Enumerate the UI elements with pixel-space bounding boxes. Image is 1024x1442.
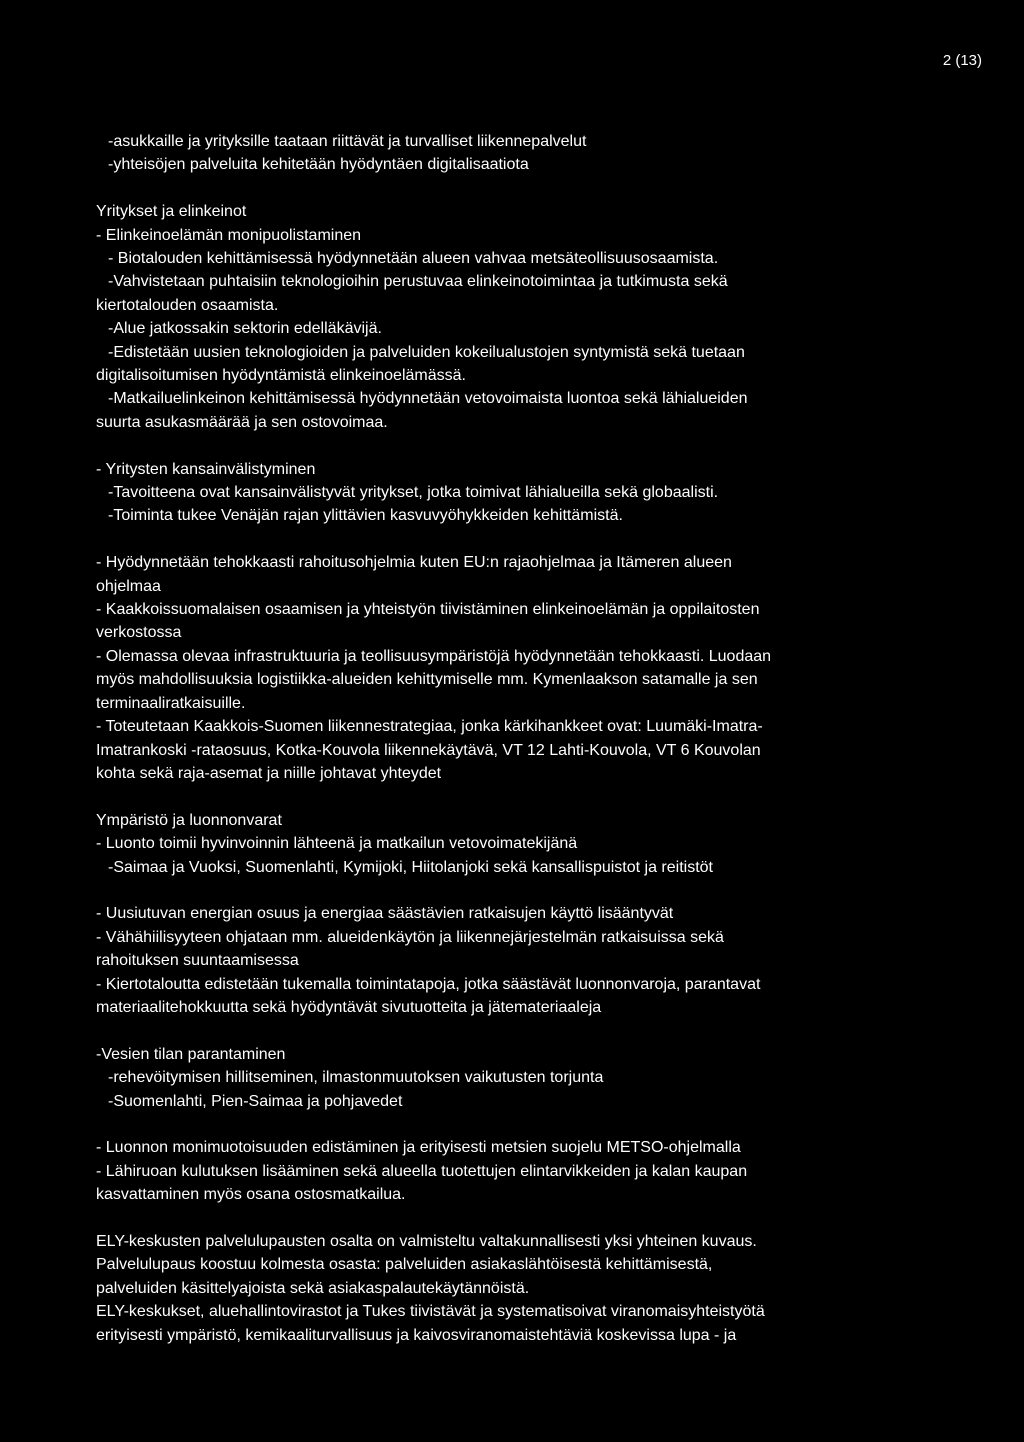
text-line: -yhteisöjen palveluita kehitetään hyödyntäen digitalisaatiota [108, 156, 529, 174]
paragraph-gap [96, 785, 956, 808]
text-line: palveluiden käsittelyajoista sekä asiakaspalautekäytännöistä. [96, 1279, 530, 1297]
text-line: - Kaakkoissuomalaisen osaamisen ja yhteistyön tiivistäminen elinkeinoelämän ja oppilaitosten [96, 601, 760, 619]
text-line: -Vesien tilan parantaminen [96, 1045, 286, 1063]
text-line: kohta sekä raja-asemat ja niille johtavat yhteydet [96, 764, 442, 782]
text-line: - Vähähiilisyyteen ohjataan mm. alueidenkäytön ja liikennejärjestelmän ratkaisuissa sekä [96, 928, 724, 946]
paragraph-gap [96, 1207, 956, 1230]
text-line: Yritykset ja elinkeinot [96, 203, 247, 221]
text-line: - Toteutetaan Kaakkois-Suomen liikennestrategiaa, jonka kärkihankkeet ovat: Luumäki-Imatra- [96, 718, 763, 736]
text-line: kiertotalouden osaamista. [96, 296, 279, 314]
paragraph-gap [96, 879, 956, 902]
text-line: suurta asukasmäärää ja sen ostovoimaa. [96, 413, 388, 431]
text-line: -Edistetään uusien teknologioiden ja palveluiden kokeilualustojen syntymistä sekä tuetaan [108, 343, 745, 361]
text-line: ELY-keskukset, aluehallintovirastot ja Tukes tiivistävät ja systematisoivat viranomaisyhteistyötä [96, 1303, 765, 1321]
text-line: - Yritysten kansainvälistyminen [96, 460, 316, 478]
text-line: - Luonnon monimuotoisuuden edistäminen ja erityisesti metsien suojelu METSO-ohjelmalla [96, 1139, 741, 1157]
text-line: Imatrankoski -rataosuus, Kotka-Kouvola liikennekäytävä, VT 12 Lahti-Kouvola, VT 6 Kouvolan [96, 741, 761, 759]
text-line: verkostossa [96, 624, 182, 642]
paragraph-gap [96, 177, 956, 200]
text-line: - Kiertotaloutta edistetään tukemalla toimintatapoja, jotka säästävät luonnonvaroja, parantavat [96, 975, 761, 993]
paragraph-block [96, 551, 956, 785]
paragraph-block [96, 200, 956, 434]
text-line: rahoituksen suuntaamisessa [96, 952, 299, 970]
text-line: digitalisoitumisen hyödyntämistä elinkeinoelämässä. [96, 367, 466, 385]
text-line: -Tavoitteena ovat kansainvälistyvät yritykset, jotka toimivat lähialueilla sekä globaalisti. [108, 484, 719, 502]
paragraph-block [96, 902, 956, 1019]
text-line: ohjelmaa [96, 577, 161, 595]
paragraph-block [96, 1043, 956, 1113]
text-line: -Vahvistetaan puhtaisiin teknologioihin perustuvaa elinkeinotoimintaa ja tutkimusta sekä [108, 273, 728, 291]
text-line: kasvattaminen myös osana ostosmatkailua. [96, 1186, 406, 1204]
text-line: - Elinkeinoelämän monipuolistaminen [96, 226, 362, 244]
paragraph-block [96, 458, 956, 528]
text-line: - Olemassa olevaa infrastruktuuria ja teollisuusympäristöjä hyödynnetään tehokkaasti. Luodaan [96, 647, 772, 665]
paragraph-gap [96, 1019, 956, 1042]
paragraph-block [96, 1136, 956, 1206]
paragraph-gap [96, 1113, 956, 1136]
paragraph-block [96, 809, 956, 879]
text-line: - Uusiutuvan energian osuus ja energiaa säästävien ratkaisujen käyttö lisääntyvät [96, 905, 674, 923]
text-line: -rehevöitymisen hillitseminen, ilmastonmuutoksen vaikutusten torjunta [108, 1069, 604, 1087]
text-line: Ympäristö ja luonnonvarat [96, 811, 282, 829]
text-line: - Luonto toimii hyvinvoinnin lähteenä ja matkailun vetovoimatekijänä [96, 835, 578, 853]
text-line: -asukkaille ja yrityksille taataan riittävät ja turvalliset liikennepalvelut [108, 133, 587, 150]
text-line: -Suomenlahti, Pien-Saimaa ja pohjavedet [108, 1092, 403, 1110]
text-line: myös mahdollisuuksia logistiikka-alueiden kehittymiselle mm. Kymenlaakson satamalle ja sen [96, 671, 758, 689]
text-line: -Saimaa ja Vuoksi, Suomenlahti, Kymijoki, Hiitolanjoki sekä kansallispuistot ja reitistöt [108, 858, 713, 876]
text-line: Palvelulupaus koostuu kolmesta osasta: palveluiden asiakaslähtöisestä kehittämisestä, [96, 1256, 713, 1274]
text-line: -Matkailuelinkeinon kehittämisessä hyödynnetään vetovoimaista luontoa sekä lähialueiden [108, 390, 748, 408]
text-line: - Hyödynnetään tehokkaasti rahoitusohjelmia kuten EU:n rajaohjelmaa ja Itämeren alueen [96, 554, 732, 572]
text-line: ELY-keskusten palvelulupausten osalta on valmisteltu valtakunnallisesti yksi yhteinen kuvaus. [96, 1232, 757, 1250]
text-line: erityisesti ympäristö, kemikaaliturvallisuus ja kaivosviranomaistehtäviä koskevissa lupa - ja [96, 1326, 737, 1344]
paragraph-block [96, 1230, 956, 1347]
paragraph-gap [96, 528, 956, 551]
text-line: -Toiminta tukee Venäjän rajan ylittävien kasvuvyöhykkeiden kehittämistä. [108, 507, 623, 525]
text-line: - Biotalouden kehittämisessä hyödynnetään alueen vahvaa metsäteollisuusosaamista. [108, 250, 719, 268]
document-body [96, 130, 956, 1347]
page-number: 2 (13) [942, 52, 982, 69]
text-line: - Lähiruoan kulutuksen lisääminen sekä alueella tuotettujen elintarvikkeiden ja kalan kaupan [96, 1162, 748, 1180]
text-line: -Alue jatkossakin sektorin edelläkävijä. [108, 320, 382, 338]
text-line: materiaalitehokkuutta sekä hyödyntävät sivutuotteita ja jätemateriaaleja [96, 998, 602, 1016]
text-line: terminaaliratkaisuille. [96, 694, 246, 712]
paragraph-gap [96, 434, 956, 457]
paragraph-block [96, 130, 956, 177]
